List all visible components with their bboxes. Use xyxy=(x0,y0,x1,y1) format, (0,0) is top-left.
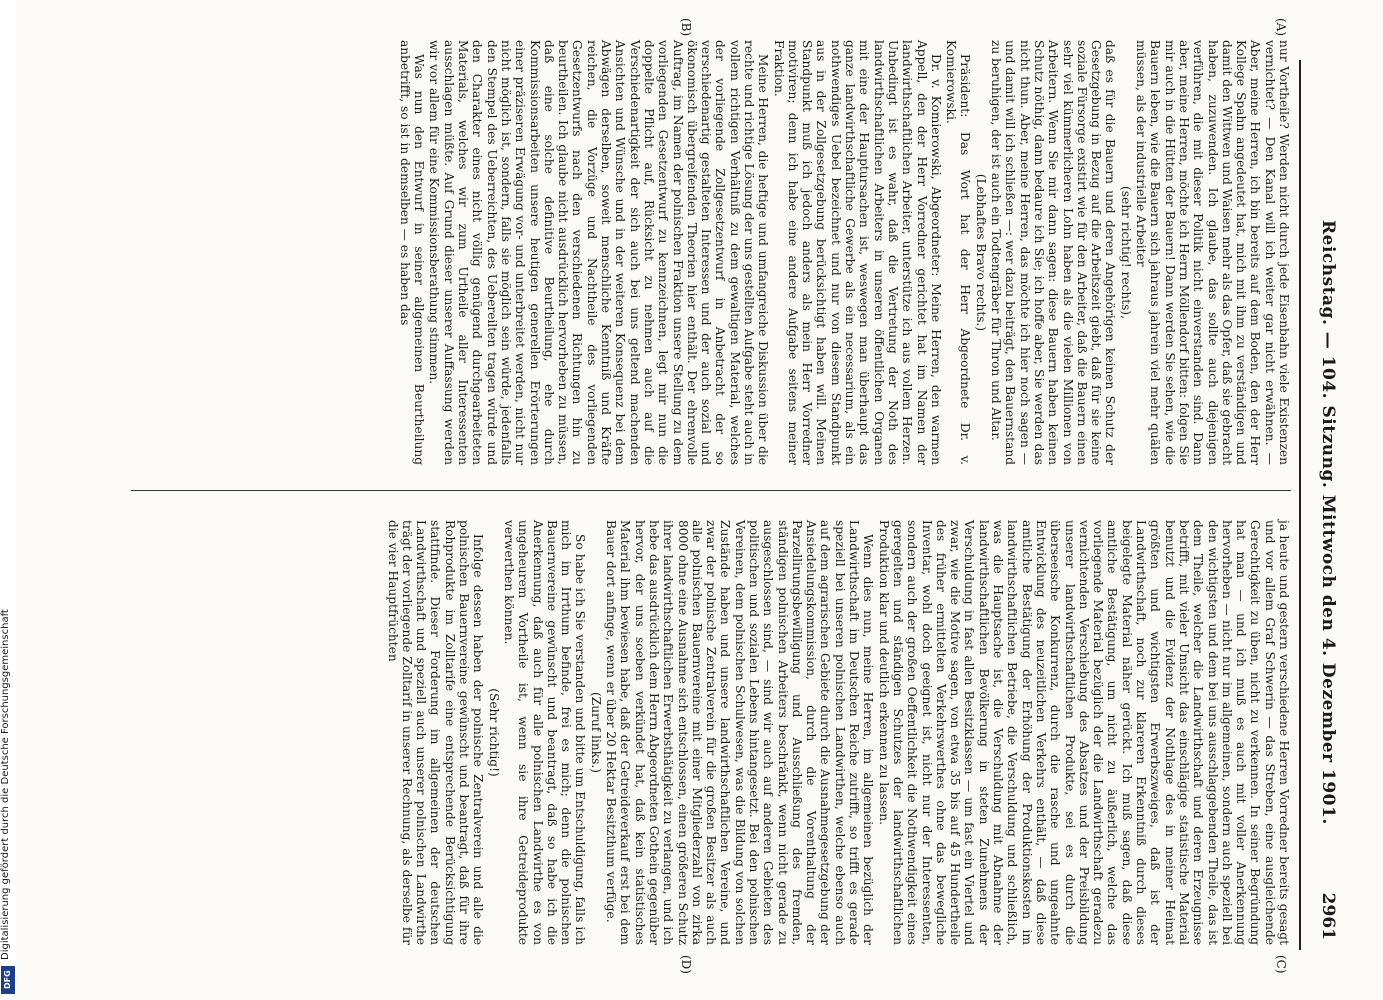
right-paragraph: ja heute und gestern verschiedene Herren Vorredner bereits gesagt und vor allem Graf Schwerin — das Streben, eine ausgleichende Gerechtigkeit zu üben, nicht zu verkennen. In seiner Begründung hat man — und ich muß es auch mit voller Anerkennung hervorheben — nicht nur im allgemeinen, sondern auch speziell bei den wichtigsten und dem bei uns ausschlaggebenden Theile, das ist dem Theile, welcher die Landwirthschaft und deren Erzeugnisse betrifft, mit vieler Umsicht das einschlägige statistische Material benutzt und die Evidenz der Nothlage des in meiner Heimat größten und wichtigsten Erwerbszweiges, daß ist der Landwirthschaft, noch zur klareren Erkenntniß durch dieses beigelegte Material näher gerückt. Ich muß sagen, daß diese amtliche Bestätigung, um nicht zu äußerlich, welche das vorliegende Material bezüglich der die Landwirthschaft geradezu vernichtenden Verschiebung des Absatzes und der Preisbildung unserer landwirthschaftlichen Produkte, sei es durch die überseeische Konkurrenz, durch die rasche und ungeahnte Entwicklung des neuzeitlichen Verkehrs enthält, — daß diese amtliche Bestätigung der Erhöhung der Produktionskosten im landwirthschaftlichen Betriebe, die Verschuldung und schließlich, was die Hauptsache ist, die Verschuldung mit Abnahme der landwirthschaftlichen Bevölkerung in steten Zunehmens der Verschuldung in fast allen Besitzklassen — um fast ein Viertel und zwar, wie die Motive sagen, von etwa 35 bis auf 45 Hundertheile des früher ermittelten Verkehrswerthes ohne das bewegliche Inventar, wohl doch geeignet ist, nicht nur der Interessenten, sondern auch der großen Oeffentlichkeit die Nothwendigkeit eines geregelten und ständigen Schutzes der landwirthschaftlichen Produktion klar und deutlich erkennen zu lassen. xyxy=(876,520,1291,945)
right-paragraph: Infolge dessen haben der polnische Zentralverein und alle die polnischen Bauernvereine gewünscht und beantragt, daß für ihre Rohprodukte im Zolltarife eine entsprechende Berücksichtigung stattfinde. Dieser Forderung im allgemeinen der deutschen Landwirthschaft und speziell auch unserer polnischen Landwirthe trägt der vorliegende Zolltarif in unserer Rechnung, als derselbe für die vier Hauptfrüchten xyxy=(385,520,486,945)
column-divider xyxy=(131,490,1291,491)
right-paragraph: Wenn dies nun, meine Herren, im allgemeinen bezüglich der Landwirthschaft im Deutschen Reiche zutrifft, so trifft es gerade speziell bei unseren polnischen Landwirthen, welche ebenso auch auf dem agrarischen Gebiete durch die Ausnahmegesetzgebung der Ansiedelungskommission, durch die Vorenthaltung der Parzellirungsbewilligung und Ausschließung des fremden, ständigen polnischen Arbeiters beschränkt, wenn nicht gerade zu ausgeschlossen sind, — sind wir auch auf anderen Gebieten des politischen und sozialen Lebens hintangesetzt. Bei den polnischen Vereinen, dem polnischen Schulwesen, was die Bildung von solchen Zustände haben und unsere landwirthschaftlichen Vereine, und zwar der polnische Zentralverein für die großen Besitzer als auch alle polnischen Bauernvereine mit einer Mitgliederzahl von zirka 8000 ohne eine Ausnahme sich entschlossen, einen größeren Schutz ihrer landwirthschaftlichen Erwerbsthätigkeit zu verlangen, und ich hebe das ausdrücklich dem Herrn Abgeordneten Gothein gegenüber hervor, der uns soeben verkündet hat, daß kein statistisches Material ihm bewiesen habe, daß der Getreideverkauf erst bei dem Bauer dort anfinge, wenn er über 20 Hektar Besitzthum verfüge. xyxy=(604,520,876,945)
page-number: 2961 xyxy=(1318,892,1338,940)
left-paragraph: nur Vortheile? Werden nicht durch jede Eisenbahn viele Existenzen vernichtet? — Den Kanal will ich weiter gar nicht erwähnen. — Aber, meine Herren, ich bin bereits auf dem Boden, den der Herr Kollege Spahn angedeutet hat, mich mit ihm zu verständigen und damit den Wittwen und Waisen mehr als das Opfer, daß sie gebracht haben, zuzuwenden. Ich glaube, das sollte auch diejenigen verführen, die mit dieser Politik nicht einverstanden sind. Dann aber, meine Herren, möchte ich Herrn Möllendorf bitten: folgen Sie mir auch in die Hütten der Bauern! Dann werden Sie sehen, wie die Bauern leben, wie die Bauern sich jahraus jahrein viel mehr quälen müssen, als der industrielle Arbeiter xyxy=(1134,40,1291,465)
left-paragraph: Meine Herren, die heftige und umfangreiche Diskussion über die rechte und richtige Lösung der uns gestellten Aufgabe steht auch in vollem richtigen Verhältniß zu dem gewaltigen Material, welches der vorliegende Zollgesetzentwurf in Anbetracht der so verschiedenartig gestalteten Interessen und der auch sozial und ökonomisch übergreifenden Theorien hier enthält. Der ehrenvolle Auftrag, im Namen der polnischen Fraktion unsere Stellung zu dem vorliegenden Gesetzentwurf zu kennzeichnen, legt mir nun die doppelte Pflicht auf, Rücksicht zu nehmen auch auf die Verschiedenartigkeit der sich auch bei uns geltend machenden Ansichten und Wünsche und in der weiteren Konsequenz bei dem Abwägen derselben, soweit menschliche Kenntniß und Kräfte reichen, die Vorzüge und Nachtheile des vorliegenden Gesetzentwurfs nach den verschiedenen Richtungen hin zu beurtheilen. Ich glaube nicht ausdrücklich hervorheben zu müssen, daß eine solche definitive Beurtheilung, ehe durch Kommissionsarbeiten unsere heutigen generellen Erörterungen einer präziseren Erwägung vor- und unterbreitet werden, nicht nur nicht möglich ist, sondern, falls sie möglich sein würde, jedenfalls den Stempel des Ueberreichten, des Uebereilten tragen würde und den Charakter eines nicht völlig genügend durchgearbeiteten Materials, welches wir zum Urtheile aller Interessenten ausschlagen müßte. Auf Grund dieser unserer Auffassung werden wir vor allem für eine Kommissionsberathung stimmen. xyxy=(427,40,771,465)
credit-strip xyxy=(0,0,16,1000)
header-rule xyxy=(1300,60,1302,950)
left-paragraph: daß es für die Bauern und deren Angehörigen keinen Schutz der Gesetzgebung in Bezug auf die Arbeitszeit giebt, daß für sie keine soziale Fürsorge existirt wie für den Arbeiter, daß die Bauern einen sehr viel kümmerlicheren Lohn haben als die vielen Millionen von Arbeitern. Wenn Sie mir dann sagen: diese Bauern haben keinen Schutz nöthig, dann bedaure ich Sie; ich hoffe aber, Sie werden das nicht thun. Aber, meine Herren, das möchte ich hier noch sagen — und damit will ich schließen —: wer dazu beiträgt, den Bauernstand zu beruhigen, der ist auch ein Todtengräber für Thron und Altar. xyxy=(989,40,1118,465)
interjection: (Zuruf links.) xyxy=(588,691,603,774)
right-column xyxy=(384,520,1291,945)
running-head-title: Reichstag. — 104. Sitzung. Mittwoch den 4. Dezember 1901. xyxy=(1318,220,1338,825)
interjection: (Sehr richtig!) xyxy=(486,688,501,777)
margin-marker-c: (C) xyxy=(1274,955,1288,974)
speaker-line: Präsident: Das Wort hat der Herr Abgeordnete Dr. v. Komierowski. xyxy=(944,40,973,465)
running-header xyxy=(1304,70,1338,940)
margin-marker-d: (D) xyxy=(679,955,693,974)
margin-marker-b: (B) xyxy=(679,18,693,37)
left-column xyxy=(397,40,1291,465)
interjection: (sehr richtig! rechts), xyxy=(1118,185,1133,320)
digitization-credit: Digitalisierung gefördert durch die Deutsche Forschungsgemeinschaft xyxy=(0,609,11,960)
dfg-logo: DFG xyxy=(1,966,15,994)
left-paragraph: Was nun den Entwurf in seiner allgemeinen Beurtheilung anbetrifft, so ist in demselben — es haben das xyxy=(397,40,427,465)
speaker-paragraph: Dr. v. Komierowski, Abgeordneter: Meine Herren, den warmen Appell, den der Herr Vorredner gerichtet hat im Namen der landwirthschaftlichen Arbeiter, unterstütze ich aus vollem Herzen. Unbedingt ist es wahr, daß die Vertretung der Noth des landwirthschaftlichen Arbeiters in unseren öffentlichen Organen mit eine der Hauptursachen ist, weswegen man überhaupt das ganze landwirthschaftliche Gewerbe als ein necessarium, als ein nothwendiges Uebel bezeichnet und nur von diesem Standpunkt aus in der Zollgesetzgebung berücksichtigt haben will. Meinen Standpunkt muß ich jedoch anders als mein Herr Vorredner motiviren; denn ich habe eine andere Aufgabe seitens meiner Fraktion. xyxy=(771,40,943,465)
right-paragraph: So habe ich Sie verstanden und bitte um Entschuldigung, falls ich mich im Irrthum befinde, frei es mich; denn die polnischen Bauernvereine gewünscht und beantragt, daß so habe ich die Anerkennung, daß auch für alle polnischen Landwirthe es von ungeheurem Vortheile ist, wenn sie ihre Getreideprodukte verwerthen können. xyxy=(501,520,588,945)
interjection: (Lebhaftes Bravo rechts.) xyxy=(973,173,988,332)
margin-marker-a: (A) xyxy=(1274,18,1288,37)
